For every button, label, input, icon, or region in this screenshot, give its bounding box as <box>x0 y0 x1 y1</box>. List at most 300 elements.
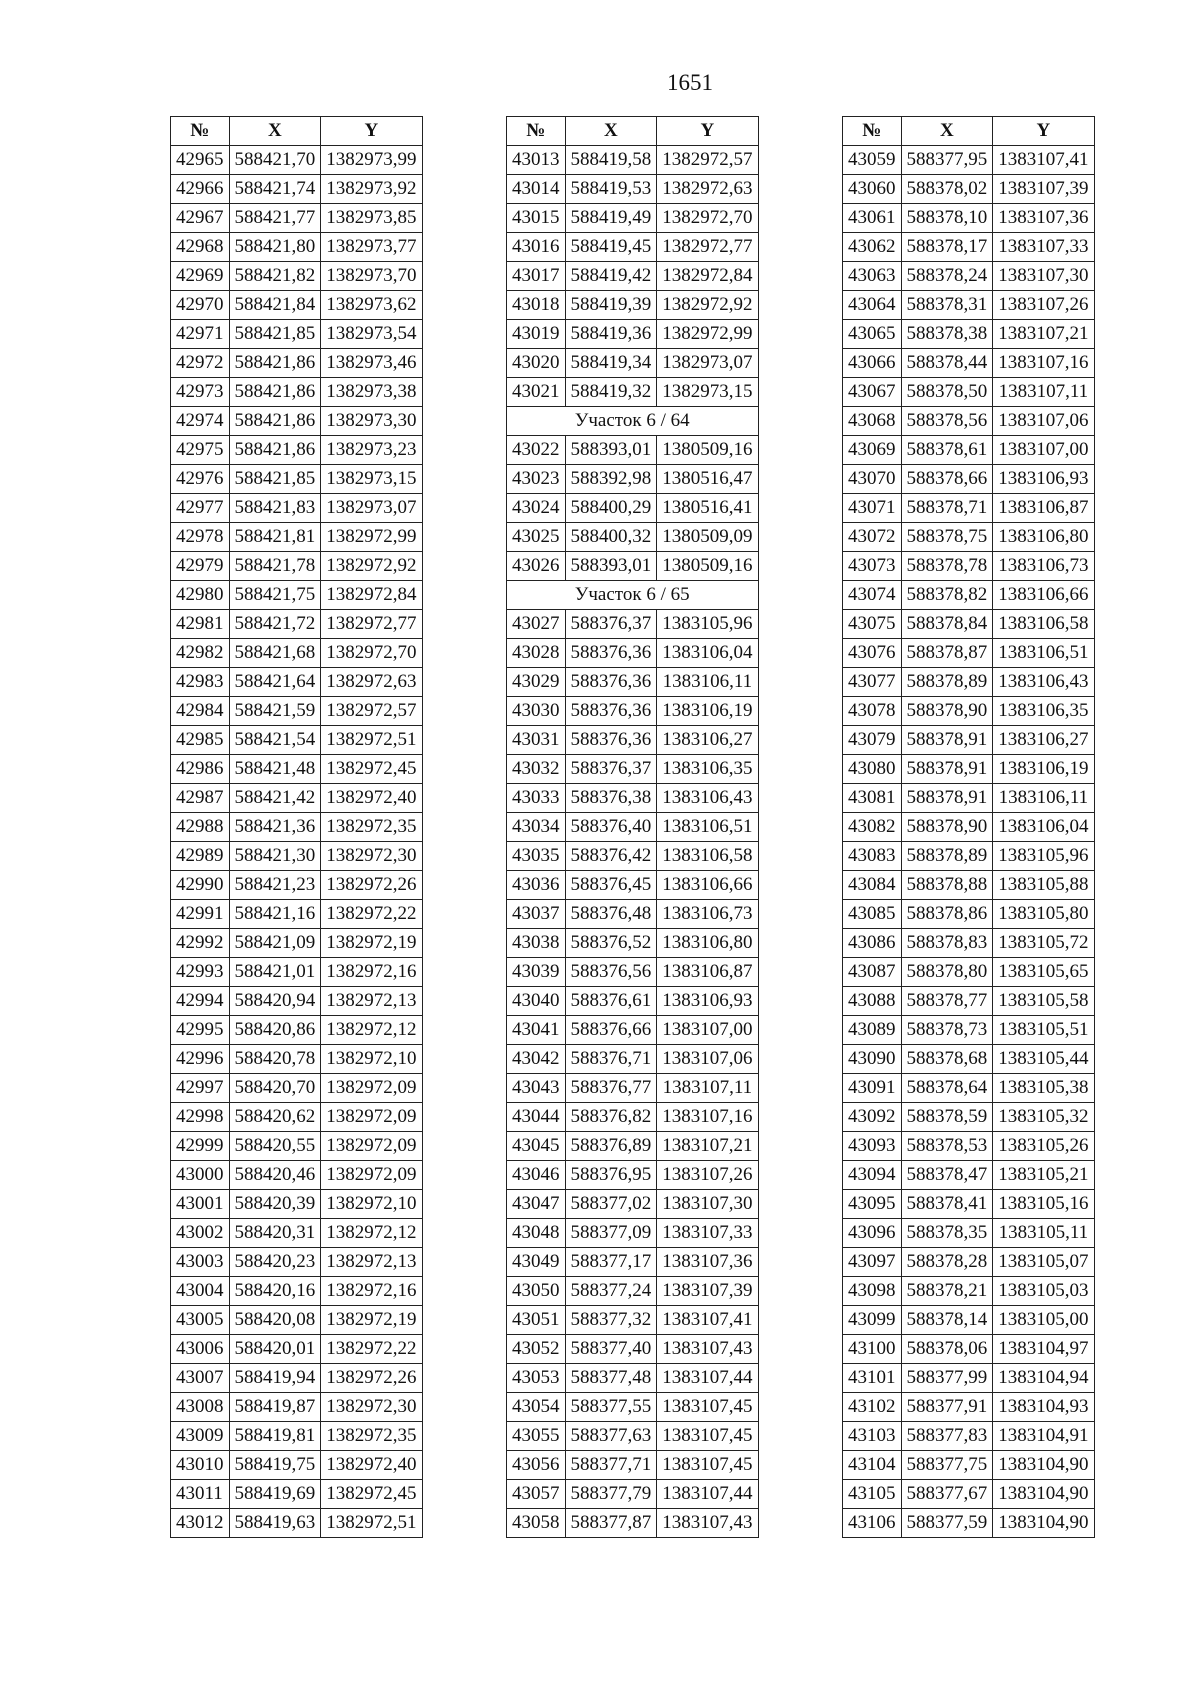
y-coordinate: 1382973,70 <box>321 262 422 291</box>
x-coordinate: 588378,66 <box>901 465 993 494</box>
point-number: 43006 <box>171 1335 230 1364</box>
table-row <box>171 1277 423 1306</box>
y-coordinate: 1380516,47 <box>657 465 758 494</box>
table-row <box>507 726 759 755</box>
point-number: 43007 <box>171 1364 230 1393</box>
table-row <box>843 349 1095 378</box>
x-coordinate: 588376,48 <box>565 900 657 929</box>
y-coordinate: 1383106,27 <box>657 726 758 755</box>
y-coordinate: 1383106,43 <box>993 668 1094 697</box>
point-number: 43021 <box>507 378 566 407</box>
point-number: 43093 <box>843 1132 902 1161</box>
x-coordinate: 588378,64 <box>901 1074 993 1103</box>
table-row <box>171 291 423 320</box>
x-coordinate: 588420,62 <box>229 1103 321 1132</box>
point-number: 42989 <box>171 842 230 871</box>
y-coordinate: 1383106,51 <box>657 813 758 842</box>
x-coordinate: 588378,41 <box>901 1190 993 1219</box>
table-row <box>843 842 1095 871</box>
x-coordinate: 588419,39 <box>565 291 657 320</box>
table-row <box>843 1161 1095 1190</box>
header-number: № <box>171 117 230 146</box>
x-coordinate: 588378,10 <box>901 204 993 233</box>
table-row <box>507 1306 759 1335</box>
point-number: 43088 <box>843 987 902 1016</box>
x-coordinate: 588378,06 <box>901 1335 993 1364</box>
table-row <box>843 204 1095 233</box>
y-coordinate: 1382973,62 <box>321 291 422 320</box>
x-coordinate: 588419,49 <box>565 204 657 233</box>
x-coordinate: 588421,16 <box>229 900 321 929</box>
y-coordinate: 1382972,19 <box>321 1306 422 1335</box>
table-row <box>843 407 1095 436</box>
y-coordinate: 1383107,33 <box>993 233 1094 262</box>
y-coordinate: 1382972,26 <box>321 871 422 900</box>
x-coordinate: 588420,78 <box>229 1045 321 1074</box>
table-row <box>507 1045 759 1074</box>
point-number: 43026 <box>507 552 566 581</box>
section-title: Участок 6 / 65 <box>507 581 759 610</box>
y-coordinate: 1382972,12 <box>321 1219 422 1248</box>
y-coordinate: 1382972,45 <box>321 755 422 784</box>
point-number: 42977 <box>171 494 230 523</box>
x-coordinate: 588376,77 <box>565 1074 657 1103</box>
y-coordinate: 1383105,58 <box>993 987 1094 1016</box>
table-row <box>507 146 759 175</box>
y-coordinate: 1382972,09 <box>321 1074 422 1103</box>
point-number: 43001 <box>171 1190 230 1219</box>
table-row <box>507 378 759 407</box>
y-coordinate: 1383105,88 <box>993 871 1094 900</box>
table-row <box>843 813 1095 842</box>
table-row <box>507 784 759 813</box>
x-coordinate: 588378,24 <box>901 262 993 291</box>
point-number: 43104 <box>843 1451 902 1480</box>
section-title: Участок 6 / 64 <box>507 407 759 436</box>
point-number: 43066 <box>843 349 902 378</box>
y-coordinate: 1383106,58 <box>657 842 758 871</box>
y-coordinate: 1383107,41 <box>657 1306 758 1335</box>
y-coordinate: 1383106,80 <box>657 929 758 958</box>
y-coordinate: 1383106,73 <box>657 900 758 929</box>
y-coordinate: 1382972,09 <box>321 1161 422 1190</box>
table-row <box>507 610 759 639</box>
table-row <box>171 407 423 436</box>
x-coordinate: 588421,54 <box>229 726 321 755</box>
table-row <box>507 871 759 900</box>
y-coordinate: 1383105,44 <box>993 1045 1094 1074</box>
table-row <box>843 465 1095 494</box>
table-row <box>171 1451 423 1480</box>
table-row <box>507 1364 759 1393</box>
x-coordinate: 588378,44 <box>901 349 993 378</box>
point-number: 43004 <box>171 1277 230 1306</box>
y-coordinate: 1382972,77 <box>321 610 422 639</box>
table-row <box>171 813 423 842</box>
table-row <box>171 1422 423 1451</box>
x-coordinate: 588378,77 <box>901 987 993 1016</box>
point-number: 42965 <box>171 146 230 175</box>
x-coordinate: 588421,80 <box>229 233 321 262</box>
x-coordinate: 588376,42 <box>565 842 657 871</box>
x-coordinate: 588377,75 <box>901 1451 993 1480</box>
point-number: 42982 <box>171 639 230 668</box>
x-coordinate: 588378,61 <box>901 436 993 465</box>
x-coordinate: 588378,35 <box>901 1219 993 1248</box>
table-row <box>843 1422 1095 1451</box>
header-y: Y <box>657 117 758 146</box>
table-row <box>843 668 1095 697</box>
x-coordinate: 588420,31 <box>229 1219 321 1248</box>
table-row <box>507 1103 759 1132</box>
point-number: 43030 <box>507 697 566 726</box>
table-row <box>507 1074 759 1103</box>
point-number: 43091 <box>843 1074 902 1103</box>
y-coordinate: 1383106,27 <box>993 726 1094 755</box>
y-coordinate: 1382972,45 <box>321 1480 422 1509</box>
table-row <box>843 233 1095 262</box>
y-coordinate: 1382973,46 <box>321 349 422 378</box>
x-coordinate: 588376,37 <box>565 755 657 784</box>
x-coordinate: 588421,09 <box>229 929 321 958</box>
point-number: 43009 <box>171 1422 230 1451</box>
y-coordinate: 1382972,16 <box>321 958 422 987</box>
table-row <box>507 987 759 1016</box>
x-coordinate: 588421,86 <box>229 436 321 465</box>
table-header-row <box>171 117 423 146</box>
x-coordinate: 588377,02 <box>565 1190 657 1219</box>
x-coordinate: 588420,55 <box>229 1132 321 1161</box>
x-coordinate: 588378,14 <box>901 1306 993 1335</box>
table-row <box>507 755 759 784</box>
x-coordinate: 588376,45 <box>565 871 657 900</box>
y-coordinate: 1383105,16 <box>993 1190 1094 1219</box>
y-coordinate: 1383106,93 <box>657 987 758 1016</box>
x-coordinate: 588377,59 <box>901 1509 993 1538</box>
y-coordinate: 1383107,06 <box>993 407 1094 436</box>
y-coordinate: 1383106,43 <box>657 784 758 813</box>
y-coordinate: 1382972,99 <box>657 320 758 349</box>
x-coordinate: 588421,77 <box>229 204 321 233</box>
x-coordinate: 588419,45 <box>565 233 657 262</box>
table-row <box>507 929 759 958</box>
table-row <box>843 639 1095 668</box>
y-coordinate: 1383107,36 <box>993 204 1094 233</box>
y-coordinate: 1383106,19 <box>993 755 1094 784</box>
table-row <box>171 1248 423 1277</box>
table-row <box>843 755 1095 784</box>
y-coordinate: 1382972,13 <box>321 1248 422 1277</box>
x-coordinate: 588378,91 <box>901 755 993 784</box>
point-number: 42971 <box>171 320 230 349</box>
section-row <box>507 407 759 436</box>
y-coordinate: 1383106,19 <box>657 697 758 726</box>
point-number: 42984 <box>171 697 230 726</box>
table-row <box>843 1219 1095 1248</box>
y-coordinate: 1383107,30 <box>657 1190 758 1219</box>
table-row <box>171 1132 423 1161</box>
x-coordinate: 588420,70 <box>229 1074 321 1103</box>
x-coordinate: 588421,86 <box>229 349 321 378</box>
table-row <box>507 1277 759 1306</box>
point-number: 43081 <box>843 784 902 813</box>
point-number: 43073 <box>843 552 902 581</box>
x-coordinate: 588377,71 <box>565 1451 657 1480</box>
y-coordinate: 1380516,41 <box>657 494 758 523</box>
point-number: 43063 <box>843 262 902 291</box>
x-coordinate: 588378,68 <box>901 1045 993 1074</box>
y-coordinate: 1383104,97 <box>993 1335 1094 1364</box>
y-coordinate: 1383107,33 <box>657 1219 758 1248</box>
point-number: 43032 <box>507 755 566 784</box>
x-coordinate: 588378,83 <box>901 929 993 958</box>
x-coordinate: 588421,74 <box>229 175 321 204</box>
y-coordinate: 1383105,38 <box>993 1074 1094 1103</box>
point-number: 43098 <box>843 1277 902 1306</box>
coordinate-table <box>842 116 1095 1538</box>
y-coordinate: 1383104,91 <box>993 1422 1094 1451</box>
y-coordinate: 1383105,51 <box>993 1016 1094 1045</box>
y-coordinate: 1380509,16 <box>657 436 758 465</box>
point-number: 43010 <box>171 1451 230 1480</box>
table-row <box>843 726 1095 755</box>
y-coordinate: 1383105,00 <box>993 1306 1094 1335</box>
point-number: 43082 <box>843 813 902 842</box>
table-row <box>843 262 1095 291</box>
x-coordinate: 588376,95 <box>565 1161 657 1190</box>
y-coordinate: 1383104,90 <box>993 1509 1094 1538</box>
point-number: 43012 <box>171 1509 230 1538</box>
y-coordinate: 1383104,90 <box>993 1480 1094 1509</box>
coordinate-table <box>506 116 759 1538</box>
x-coordinate: 588419,94 <box>229 1364 321 1393</box>
point-number: 42980 <box>171 581 230 610</box>
point-number: 42979 <box>171 552 230 581</box>
point-number: 42996 <box>171 1045 230 1074</box>
y-coordinate: 1382972,19 <box>321 929 422 958</box>
x-coordinate: 588421,30 <box>229 842 321 871</box>
point-number: 43033 <box>507 784 566 813</box>
x-coordinate: 588419,69 <box>229 1480 321 1509</box>
y-coordinate: 1383104,90 <box>993 1451 1094 1480</box>
x-coordinate: 588378,17 <box>901 233 993 262</box>
y-coordinate: 1383106,11 <box>657 668 758 697</box>
table-row <box>171 465 423 494</box>
x-coordinate: 588378,78 <box>901 552 993 581</box>
table-row <box>507 697 759 726</box>
point-number: 43035 <box>507 842 566 871</box>
table-row <box>171 1219 423 1248</box>
y-coordinate: 1382973,07 <box>321 494 422 523</box>
x-coordinate: 588378,86 <box>901 900 993 929</box>
x-coordinate: 588400,29 <box>565 494 657 523</box>
point-number: 42973 <box>171 378 230 407</box>
y-coordinate: 1383107,21 <box>993 320 1094 349</box>
y-coordinate: 1382972,92 <box>321 552 422 581</box>
point-number: 43086 <box>843 929 902 958</box>
x-coordinate: 588377,67 <box>901 1480 993 1509</box>
table-row <box>171 726 423 755</box>
x-coordinate: 588421,86 <box>229 378 321 407</box>
table-body <box>843 146 1095 1538</box>
table-row <box>507 436 759 465</box>
x-coordinate: 588378,84 <box>901 610 993 639</box>
x-coordinate: 588420,16 <box>229 1277 321 1306</box>
x-coordinate: 588421,48 <box>229 755 321 784</box>
point-number: 43083 <box>843 842 902 871</box>
point-number: 43096 <box>843 1219 902 1248</box>
table-row <box>171 175 423 204</box>
table-row <box>843 1335 1095 1364</box>
point-number: 43015 <box>507 204 566 233</box>
table-row <box>171 320 423 349</box>
table-row <box>171 436 423 465</box>
table-row <box>507 842 759 871</box>
table-row <box>843 1480 1095 1509</box>
x-coordinate: 588378,28 <box>901 1248 993 1277</box>
x-coordinate: 588420,01 <box>229 1335 321 1364</box>
point-number: 43057 <box>507 1480 566 1509</box>
point-number: 42992 <box>171 929 230 958</box>
x-coordinate: 588421,81 <box>229 523 321 552</box>
point-number: 43020 <box>507 349 566 378</box>
x-coordinate: 588421,01 <box>229 958 321 987</box>
table-row <box>507 639 759 668</box>
point-number: 43024 <box>507 494 566 523</box>
point-number: 42986 <box>171 755 230 784</box>
table-row <box>843 581 1095 610</box>
x-coordinate: 588377,99 <box>901 1364 993 1393</box>
table-row <box>843 1132 1095 1161</box>
x-coordinate: 588376,37 <box>565 610 657 639</box>
point-number: 43022 <box>507 436 566 465</box>
x-coordinate: 588420,39 <box>229 1190 321 1219</box>
table-row <box>171 1364 423 1393</box>
point-number: 42968 <box>171 233 230 262</box>
table-row <box>507 233 759 262</box>
y-coordinate: 1383105,11 <box>993 1219 1094 1248</box>
x-coordinate: 588420,86 <box>229 1016 321 1045</box>
table-row <box>171 233 423 262</box>
y-coordinate: 1383104,94 <box>993 1364 1094 1393</box>
table-row <box>843 320 1095 349</box>
x-coordinate: 588376,36 <box>565 668 657 697</box>
table-row <box>843 610 1095 639</box>
x-coordinate: 588377,79 <box>565 1480 657 1509</box>
y-coordinate: 1383105,07 <box>993 1248 1094 1277</box>
table-row <box>171 204 423 233</box>
x-coordinate: 588420,23 <box>229 1248 321 1277</box>
table-row <box>507 1422 759 1451</box>
x-coordinate: 588421,82 <box>229 262 321 291</box>
point-number: 43013 <box>507 146 566 175</box>
x-coordinate: 588421,36 <box>229 813 321 842</box>
table-row <box>171 842 423 871</box>
table-row <box>171 900 423 929</box>
table-row <box>171 668 423 697</box>
header-number: № <box>843 117 902 146</box>
table-row <box>171 1016 423 1045</box>
point-number: 43051 <box>507 1306 566 1335</box>
table-row <box>171 1103 423 1132</box>
y-coordinate: 1383105,03 <box>993 1277 1094 1306</box>
table-row <box>171 987 423 1016</box>
y-coordinate: 1382973,23 <box>321 436 422 465</box>
y-coordinate: 1383106,04 <box>993 813 1094 842</box>
x-coordinate: 588377,87 <box>565 1509 657 1538</box>
point-number: 43019 <box>507 320 566 349</box>
table-row <box>171 610 423 639</box>
point-number: 42975 <box>171 436 230 465</box>
table-row <box>843 523 1095 552</box>
table-row <box>507 1393 759 1422</box>
x-coordinate: 588376,66 <box>565 1016 657 1045</box>
y-coordinate: 1383107,06 <box>657 1045 758 1074</box>
table-row <box>843 1451 1095 1480</box>
x-coordinate: 588377,95 <box>901 146 993 175</box>
section-row <box>507 581 759 610</box>
point-number: 43101 <box>843 1364 902 1393</box>
table-row <box>171 697 423 726</box>
x-coordinate: 588378,59 <box>901 1103 993 1132</box>
x-coordinate: 588419,63 <box>229 1509 321 1538</box>
page-number: 1651 <box>667 70 713 95</box>
point-number: 42969 <box>171 262 230 291</box>
point-number: 43095 <box>843 1190 902 1219</box>
y-coordinate: 1380509,09 <box>657 523 758 552</box>
point-number: 43100 <box>843 1335 902 1364</box>
point-number: 43099 <box>843 1306 902 1335</box>
point-number: 43106 <box>843 1509 902 1538</box>
point-number: 43105 <box>843 1480 902 1509</box>
point-number: 43060 <box>843 175 902 204</box>
y-coordinate: 1383106,35 <box>993 697 1094 726</box>
table-body <box>171 146 423 1538</box>
table-row <box>171 1306 423 1335</box>
x-coordinate: 588378,91 <box>901 726 993 755</box>
x-coordinate: 588377,40 <box>565 1335 657 1364</box>
table-row <box>507 813 759 842</box>
point-number: 43102 <box>843 1393 902 1422</box>
x-coordinate: 588421,78 <box>229 552 321 581</box>
y-coordinate: 1383107,11 <box>657 1074 758 1103</box>
y-coordinate: 1382972,35 <box>321 813 422 842</box>
table-row <box>171 871 423 900</box>
x-coordinate: 588378,80 <box>901 958 993 987</box>
point-number: 43008 <box>171 1393 230 1422</box>
point-number: 42970 <box>171 291 230 320</box>
point-number: 43002 <box>171 1219 230 1248</box>
y-coordinate: 1382972,12 <box>321 1016 422 1045</box>
y-coordinate: 1382972,30 <box>321 842 422 871</box>
table-row <box>843 494 1095 523</box>
y-coordinate: 1382972,77 <box>657 233 758 262</box>
table-row <box>843 1248 1095 1277</box>
x-coordinate: 588376,61 <box>565 987 657 1016</box>
table-header-row <box>507 117 759 146</box>
x-coordinate: 588419,36 <box>565 320 657 349</box>
table-row <box>171 1393 423 1422</box>
y-coordinate: 1383107,00 <box>657 1016 758 1045</box>
table-row <box>171 1161 423 1190</box>
y-coordinate: 1382973,77 <box>321 233 422 262</box>
x-coordinate: 588378,90 <box>901 697 993 726</box>
y-coordinate: 1383105,96 <box>993 842 1094 871</box>
x-coordinate: 588421,86 <box>229 407 321 436</box>
point-number: 43076 <box>843 639 902 668</box>
y-coordinate: 1383106,11 <box>993 784 1094 813</box>
point-number: 43047 <box>507 1190 566 1219</box>
